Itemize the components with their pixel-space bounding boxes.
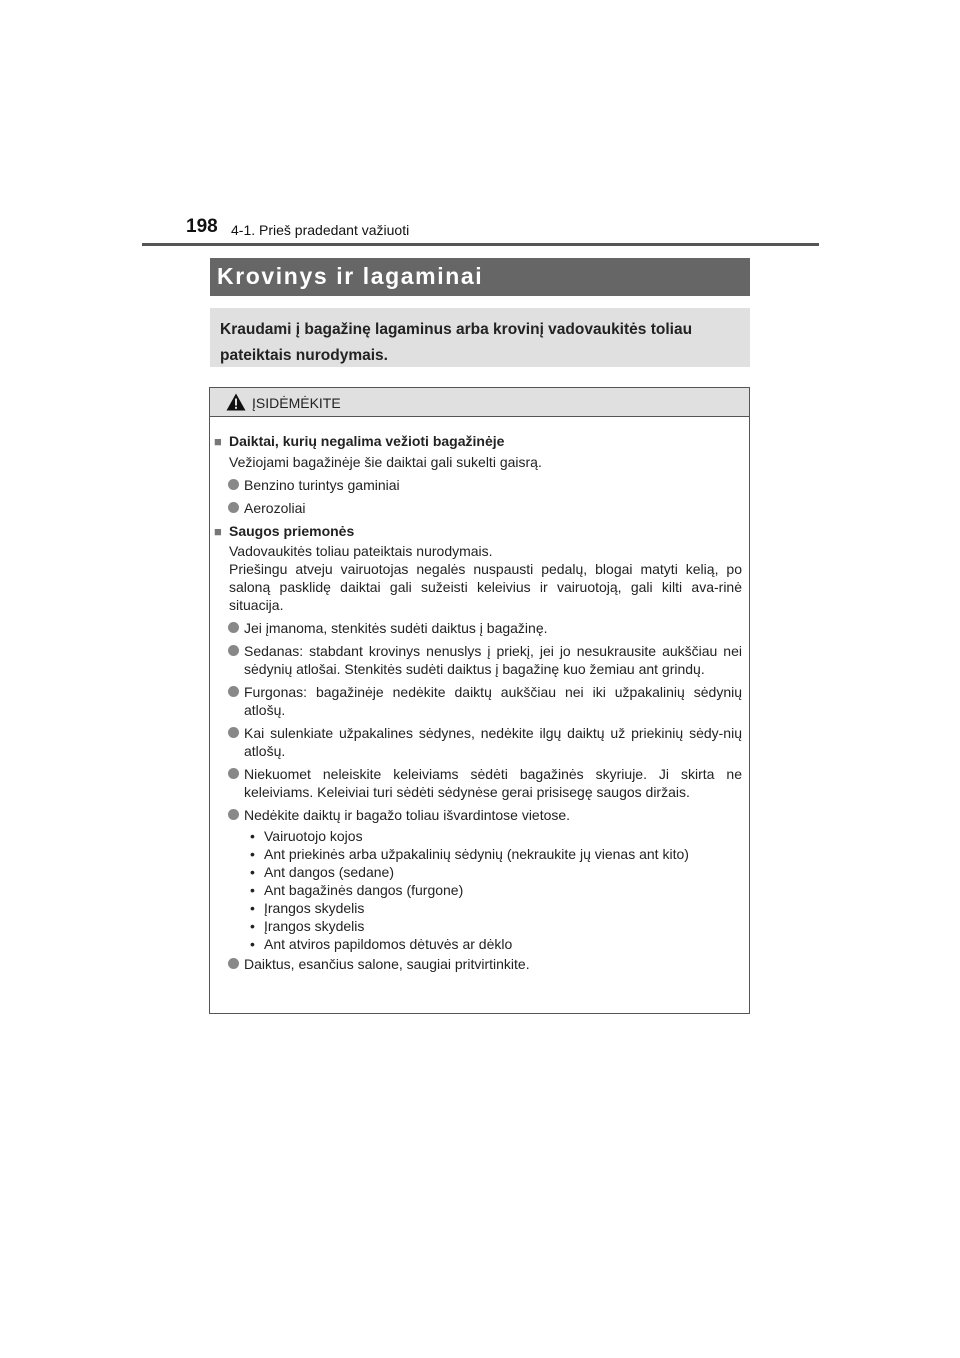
sub-list-item-text: Įrangos skydelis <box>264 918 365 934</box>
list-item-text: Aerozoliai <box>244 500 306 516</box>
list-item <box>213 765 742 801</box>
circle-bullet-icon <box>228 502 239 513</box>
list-item-text: Nedėkite daiktų ir bagažo toliau išvardintose vietose. <box>244 807 571 823</box>
caution-label: ĮSIDĖMĖKITE <box>252 395 341 411</box>
list-item <box>213 806 742 824</box>
intro-box <box>210 308 750 367</box>
sub-list-item: • Įrangos skydelis <box>250 918 365 934</box>
sub-list-item: • Ant atviros papildomos dėtuvės ar dėklo <box>250 936 513 952</box>
caution-box <box>209 387 750 1014</box>
sub-list-item-text: Ant bagažinės dangos (furgone) <box>264 882 464 898</box>
circle-bullet-icon <box>228 622 239 633</box>
circle-bullet-icon <box>228 768 239 779</box>
list-item-text: Daiktus, esančius salone, saugiai pritvirtinkite. <box>244 956 530 972</box>
sub-list-item-text: Ant priekinės arba užpakalinių sėdynių (nekraukite jų vienas ant kito) <box>264 846 689 862</box>
sub-list-item-text: Ant dangos (sedane) <box>264 864 394 880</box>
header-divider <box>142 243 819 246</box>
circle-bullet-icon <box>228 645 239 656</box>
section-safety-measures <box>213 522 742 540</box>
list-item <box>213 683 742 719</box>
warning-triangle-icon <box>226 393 246 411</box>
sub-list-item-text: Ant atviros papildomos dėtuvės ar dėklo <box>264 936 513 952</box>
page-title-bar <box>210 258 750 296</box>
section-text: Vežiojami bagažinėje šie daiktai gali sukelti gaisrą. <box>229 454 542 470</box>
list-item-text: Niekuomet neleiskite keleiviams sėdėti bagažinės skyriuje. Ji skirta ne keleiviams. Keleiviai turi sėdėti sėdynėse gerai prisisegę saugos diržais. <box>244 766 742 800</box>
section-text: Priešingu atveju vairuotojas negalės nuspausti pedalų, blogai matyti kelią, po saloną pasklidę daiktai gali sužeisti keleivius ir vairuotoją, gali kilti ava-rinė situacija. <box>229 561 742 613</box>
circle-bullet-icon <box>228 809 239 820</box>
list-item <box>213 619 742 637</box>
section-path: 4-1. Prieš pradedant važiuoti <box>231 222 410 238</box>
section-text: Vadovaukitės toliau pateiktais nurodymais. <box>229 543 493 559</box>
list-item-text: Benzino turintys gaminiai <box>244 477 400 493</box>
sub-list-item: • Ant dangos (sedane) <box>250 864 394 880</box>
page-number: 198 <box>186 216 218 237</box>
list-item-text: Sedanas: stabdant krovinys nenuslys į priekį, jei jo nesukrausite aukščiau nei sėdynių atlošai. Stenkitės sudėti daiktus į bagažinę kuo žemiau ant grindų. <box>244 643 742 677</box>
circle-bullet-icon <box>228 958 239 969</box>
list-item <box>213 499 742 517</box>
circle-bullet-icon <box>228 686 239 697</box>
sub-list-item: • Vairuotojo kojos <box>250 828 363 844</box>
intro-text: Kraudami į bagažinę lagaminus arba krovinį vadovaukitės toliau pateiktais nurodymais. <box>220 321 693 364</box>
section-forbidden-items <box>213 432 742 450</box>
list-item <box>213 724 742 760</box>
section-title: Daiktai, kurių negalima vežioti bagažinėje <box>229 433 505 449</box>
circle-bullet-icon <box>228 727 239 738</box>
list-item <box>213 476 742 494</box>
square-bullet-icon: ■ <box>214 524 222 539</box>
page-title: Krovinys ir lagaminai <box>217 263 484 289</box>
list-item <box>213 642 742 678</box>
sub-list-item: • Įrangos skydelis <box>250 900 365 916</box>
sub-list-item-text: Įrangos skydelis <box>264 900 365 916</box>
sub-list-item: • Ant bagažinės dangos (furgone) <box>250 882 464 898</box>
circle-bullet-icon <box>228 479 239 490</box>
list-item-text: Jei įmanoma, stenkitės sudėti daiktus į bagažinę. <box>244 620 548 636</box>
list-item <box>213 955 742 973</box>
sub-list-item: • Ant priekinės arba užpakalinių sėdynių (nekraukite jų vienas ant kito) <box>250 846 689 862</box>
section-title: Saugos priemonės <box>229 523 355 539</box>
sub-list-item-text: Vairuotojo kojos <box>264 828 363 844</box>
list-item-text: Kai sulenkiate užpakalines sėdynes, nedėkite ilgų daiktų už priekinių sėdy-nių atlošų. <box>244 725 742 759</box>
sub-list <box>213 827 742 953</box>
square-bullet-icon: ■ <box>214 434 222 449</box>
list-item-text: Furgonas: bagažinėje nedėkite daiktų aukščiau nei iki užpakalinių sėdynių atlošų. <box>244 684 742 718</box>
caution-body <box>210 417 749 973</box>
caution-header <box>210 388 749 417</box>
